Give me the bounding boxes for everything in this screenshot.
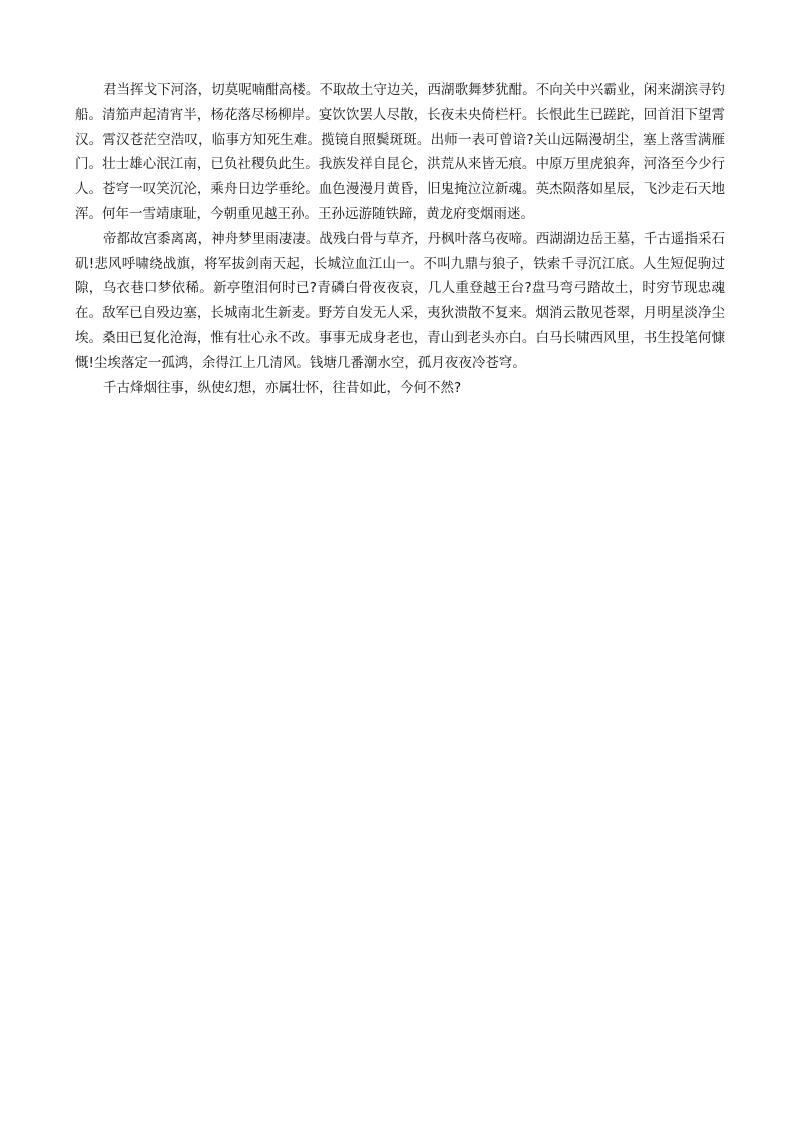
paragraph-2: 帝都故宫黍离离，神舟梦里雨凄凄。战残白骨与草齐，丹枫叶落乌夜啼。西湖湖边岳王墓，千古遥指采石矶!悲风呼啸绕战旗，将军拔剑南天起，长城泣血江山一。不叫九鼎与狼子，铁索千寻沉江底。人生短促驹过隙，乌衣巷口梦依稀。新亭堕泪何时已?青磷白骨夜夜哀，几人重登越王台?盘马弯弓踏故土，时穷节现忠魂在。敌军已自殁边塞，长城南北生新麦。野芳自发无人采，夷狄溃散不复来。烟消云散见苍翠，月明星淡净尘埃。桑田已复化沧海，惟有壮心永不改。事事无成身老也，青山到老头亦白。白马长啸西风里，书生投笔何慷慨!尘埃落定一孤鸿，余得江上几清风。钱塘几番潮水空，孤月夜夜冷苍穹。 (75, 230, 725, 371)
document-body (75, 78, 725, 400)
paragraph-1: 君当挥戈下河洛，切莫呢喃酣高楼。不取故土守边关，西湖歌舞梦犹酣。不向关中兴霸业，闲来湖滨寻钓船。清笳声起清宵半，杨花落尽杨柳岸。宴饮饮罢人尽散，长夜未央倚栏杆。长恨此生已蹉跎，回首泪下望霄汉。霄汉苍茫空浩叹，临事方知死生难。揽镜自照鬓斑斑。出师一表可曾谙?关山远隔漫胡尘，塞上落雪满雁门。壮士雄心泯江南，已负社稷负此生。我族发祥自昆仑，洪荒从来皆无痕。中原万里虎狼奔，河洛至今少行人。苍穹一叹笑沉沦，乘舟日边学垂纶。血色漫漫月黄昏，旧鬼掩泣泣新魂。英杰陨落如星辰，飞沙走石天地浑。何年一雪靖康耻，今朝重见越王孙。王孙远游随铁蹄，黄龙府变烟雨迷。 (75, 82, 725, 222)
paragraph-3: 千古烽烟往事，纵使幻想，亦属壮怀，往昔如此，今何不然? (103, 379, 462, 396)
